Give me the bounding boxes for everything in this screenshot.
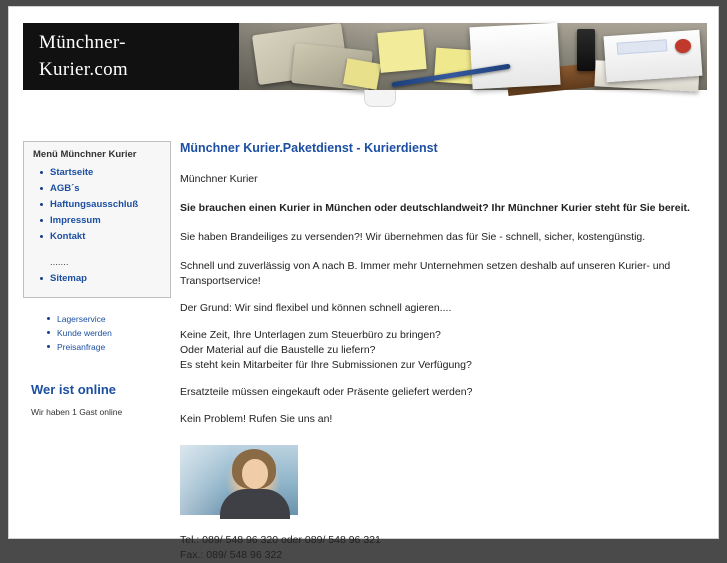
sidebar-link-label[interactable]: Startseite [50, 167, 94, 178]
logo-line-2: Kurier.com [39, 59, 129, 80]
sidebar-link-label[interactable]: Sitemap [50, 273, 87, 284]
menu-list-secondary [24, 271, 170, 297]
menu-list [24, 165, 170, 255]
sidebar-sub-menu [23, 312, 171, 354]
content-area [23, 111, 707, 561]
sidebar-item-agb[interactable] [24, 181, 170, 197]
paragraph-3: Transportservice! [180, 275, 261, 287]
sidebar-item-separator: ....... [50, 257, 69, 268]
sidebar-item-startseite[interactable] [24, 165, 170, 181]
sidebar-sublink-label[interactable]: Lagerservice [57, 314, 106, 324]
sidebar-item-kunde-werden[interactable] [23, 326, 171, 340]
main-column [180, 141, 707, 563]
sidebar-link-label[interactable]: AGB´s [50, 183, 80, 194]
sidebar-item-impressum[interactable] [24, 213, 170, 229]
sidebar-link-label[interactable]: Haftungsausschluß [50, 199, 139, 210]
who-is-online-heading: Wer ist online [31, 382, 116, 397]
sidebar [23, 141, 171, 417]
page-title: Münchner Kurier.Paketdienst - Kurierdienst [180, 141, 438, 155]
paragraph-4: Der Grund: Wir sind flexibel und können schnell agieren.... [180, 302, 452, 314]
site-logo-text [39, 29, 128, 83]
paragraph-9: Kein Problem! Rufen Sie uns an! [180, 413, 333, 425]
who-is-online-text: Wir haben 1 Gast online [31, 407, 123, 417]
sidebar-item-haftungsausschluss[interactable] [24, 197, 170, 213]
photo-body-shape [220, 489, 290, 519]
sticky-note-icon [343, 58, 381, 90]
phone-number: Tel.: 089/ 548 96 320 oder 089/ 548 96 321 [180, 534, 381, 546]
paragraph-5: Keine Zeit, Ihre Unterlagen zum Steuerbüro zu bringen? [180, 329, 441, 341]
contact-person-photo [180, 445, 298, 515]
sidebar-link-label[interactable]: Kontakt [50, 231, 86, 242]
photo-face-shape [242, 459, 268, 489]
paper-sheet-icon [469, 23, 560, 90]
contact-details [180, 533, 707, 563]
paragraph-7: Es steht kein Mitarbeiter für Ihre Submissionen zur Verfügung? [180, 359, 472, 371]
page-frame [8, 6, 719, 561]
menu-title: Menü Münchner Kurier [33, 149, 137, 160]
sidebar-item-sitemap[interactable] [24, 271, 170, 287]
sidebar-sublink-label[interactable]: Preisanfrage [57, 342, 106, 352]
fax-number: Fax.: 089/ 548 96 322 [180, 549, 283, 561]
banner-photo [239, 23, 707, 90]
sidebar-item-preisanfrage[interactable] [23, 340, 171, 354]
sidebar-link-label[interactable]: Impressum [50, 215, 101, 226]
stamp-device-icon [577, 29, 595, 71]
paragraph-6: Oder Material auf die Baustelle zu liefern? [180, 344, 376, 356]
sidebar-item-kontakt[interactable] [24, 229, 170, 245]
main-menu-box [23, 141, 171, 298]
envelope-icon [604, 30, 703, 83]
header-tab-notch [364, 90, 396, 107]
logo-line-1: Münchner- [39, 32, 126, 53]
sticky-note-icon [377, 29, 426, 73]
paragraph-1: Sie haben Brandeiliges zu versenden?! Wir übernehmen das für Sie - schnell, sicher, kostengünstig. [180, 231, 646, 243]
site-banner [23, 23, 707, 90]
lead-paragraph: Sie brauchen einen Kurier in München oder deutschlandweit? Ihr Münchner Kurier steht für Sie bereit. [180, 202, 690, 214]
subtitle-text: Münchner Kurier [180, 173, 258, 185]
sidebar-item-lagerservice[interactable] [23, 312, 171, 326]
paragraph-8: Ersatzteile müssen eingekauft oder Präsente geliefert werden? [180, 386, 473, 398]
paragraph-2: Schnell und zuverlässig von A nach B. Immer mehr Unternehmen setzen deshalb auf unseren Kurier- und [180, 260, 671, 272]
sidebar-sublink-label[interactable]: Kunde werden [57, 328, 112, 338]
